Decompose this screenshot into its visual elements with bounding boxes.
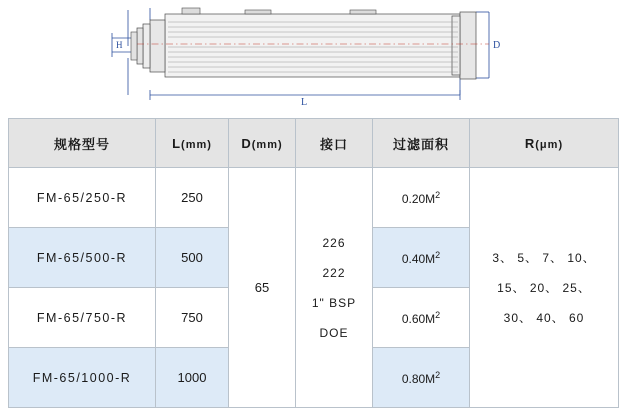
header-model [9, 119, 156, 168]
filter-area-exponent: 2 [435, 189, 441, 200]
header-diameter-label: D [241, 135, 252, 151]
cell-length: 1000 [156, 348, 229, 408]
cell-model: FM-65/1000-R [9, 348, 156, 408]
cell-model: FM-65/250-R [9, 168, 156, 228]
cell-filter-area [373, 168, 470, 228]
filter-area-value: 0.40 [401, 251, 426, 266]
header-length-label: L [172, 135, 182, 151]
filter-area-exponent: 2 [435, 309, 441, 320]
dimension-label-l: L [301, 97, 308, 108]
filter-area-value: 0.60 [401, 311, 426, 326]
product-drawing [0, 0, 627, 112]
cell-model: FM-65/750-R [9, 288, 156, 348]
connection-option-222: 222 [322, 265, 346, 280]
cell-filter-area [373, 288, 470, 348]
header-model-label: 规格型号 [53, 136, 110, 152]
specification-table [8, 118, 619, 408]
filter-area-exponent: 2 [435, 249, 441, 260]
cell-connections [296, 168, 373, 408]
filter-area-unit: M [425, 371, 436, 386]
rating-line-3: 30、 40、 60 [503, 310, 585, 325]
specification-table-container [8, 118, 619, 408]
header-connection [296, 119, 373, 168]
table-header-row [9, 119, 619, 168]
cell-length: 750 [156, 288, 229, 348]
filter-area-unit: M [425, 251, 436, 266]
header-rating-unit: (μm) [535, 138, 564, 151]
header-rating-label: R [524, 135, 536, 151]
rating-line-2: 15、 20、 25、 [497, 280, 591, 295]
filter-area-value: 0.80 [401, 371, 426, 386]
rating-line-1: 3、 5、 7、 10、 [492, 250, 596, 265]
cell-diameter: 65 [229, 168, 296, 408]
header-rating [470, 119, 619, 168]
table-row [9, 168, 619, 228]
dimension-label-d: D [493, 40, 501, 51]
header-length [156, 119, 229, 168]
cell-length: 250 [156, 168, 229, 228]
filter-area-unit: M [425, 311, 436, 326]
cell-filter-area [373, 228, 470, 288]
table-body [9, 168, 619, 408]
cell-ratings [470, 168, 619, 408]
header-diameter [229, 119, 296, 168]
header-filter-area [373, 119, 470, 168]
table-head [9, 119, 619, 168]
filter-area-unit: M [425, 191, 436, 206]
filter-area-exponent: 2 [435, 369, 441, 380]
header-diameter-unit: (mm) [251, 138, 283, 151]
filter-element-drawing-svg [0, 0, 627, 112]
header-connection-label: 接口 [319, 136, 348, 152]
dimension-label-h: H [116, 40, 123, 50]
connection-option-doe: DOE [319, 325, 349, 340]
cell-model: FM-65/500-R [9, 228, 156, 288]
connection-option-bsp: 1" BSP [311, 295, 357, 310]
header-length-unit: (mm) [181, 138, 212, 151]
connection-option-226: 226 [322, 235, 346, 250]
filter-area-value: 0.20 [401, 191, 426, 206]
cell-filter-area [373, 348, 470, 408]
cell-length: 500 [156, 228, 229, 288]
header-filter-area-label: 过滤面积 [392, 136, 449, 152]
